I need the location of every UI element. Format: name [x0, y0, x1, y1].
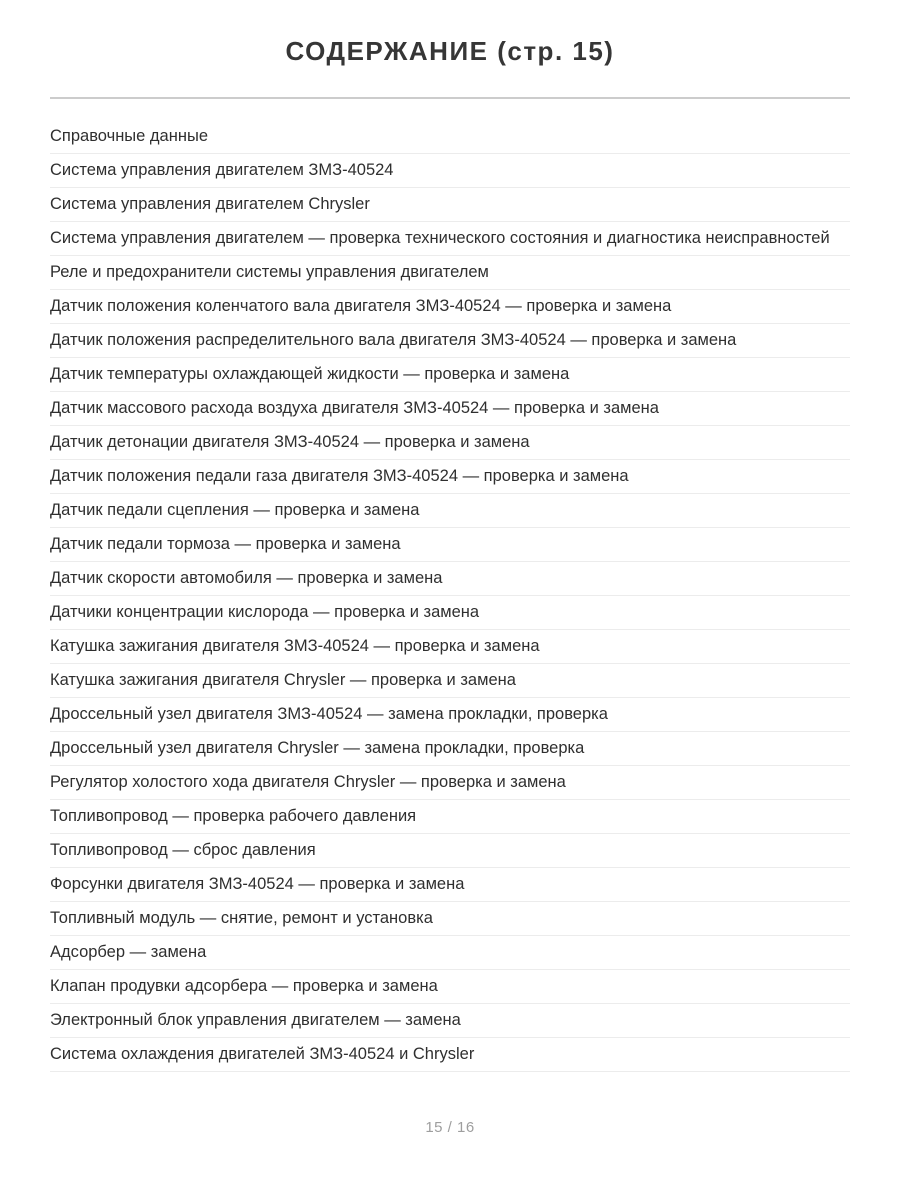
toc-item: Датчик положения педали газа двигателя ЗМЗ-40524 — проверка и замена — [50, 460, 850, 494]
toc-item: Адсорбер — замена — [50, 936, 850, 970]
toc-item: Электронный блок управления двигателем — замена — [50, 1004, 850, 1038]
toc-item: Датчик массового расхода воздуха двигателя ЗМЗ-40524 — проверка и замена — [50, 392, 850, 426]
toc-item: Форсунки двигателя ЗМЗ-40524 — проверка и замена — [50, 868, 850, 902]
toc-item: Датчик положения распределительного вала двигателя ЗМЗ-40524 — проверка и замена — [50, 324, 850, 358]
page-title: СОДЕРЖАНИЕ (стр. 15) — [285, 36, 615, 66]
toc-item: Справочные данные — [50, 120, 850, 154]
toc-item: Реле и предохранители системы управления двигателем — [50, 256, 850, 290]
toc-item: Система охлаждения двигателей ЗМЗ-40524 и Chrysler — [50, 1038, 850, 1072]
toc-item: Датчик температуры охлаждающей жидкости — проверка и замена — [50, 358, 850, 392]
toc-item: Система управления двигателем Chrysler — [50, 188, 850, 222]
toc-list — [50, 120, 850, 1072]
toc-item: Датчик педали сцепления — проверка и замена — [50, 494, 850, 528]
toc-item: Регулятор холостого хода двигателя Chrysler — проверка и замена — [50, 766, 850, 800]
toc-item: Топливный модуль — снятие, ремонт и установка — [50, 902, 850, 936]
toc-item: Система управления двигателем ЗМЗ-40524 — [50, 154, 850, 188]
toc-item: Дроссельный узел двигателя ЗМЗ-40524 — замена прокладки, проверка — [50, 698, 850, 732]
toc-item: Катушка зажигания двигателя ЗМЗ-40524 — проверка и замена — [50, 630, 850, 664]
toc-item: Система управления двигателем — проверка технического состояния и диагностика неисправностей — [50, 222, 850, 256]
title-divider — [50, 97, 850, 99]
toc-item: Датчики концентрации кислорода — проверка и замена — [50, 596, 850, 630]
toc-item: Датчик детонации двигателя ЗМЗ-40524 — проверка и замена — [50, 426, 850, 460]
toc-item: Дроссельный узел двигателя Chrysler — замена прокладки, проверка — [50, 732, 850, 766]
toc-item: Клапан продувки адсорбера — проверка и замена — [50, 970, 850, 1004]
toc-item: Датчик педали тормоза — проверка и замена — [50, 528, 850, 562]
toc-item: Катушка зажигания двигателя Chrysler — проверка и замена — [50, 664, 850, 698]
toc-item: Топливопровод — проверка рабочего давления — [50, 800, 850, 834]
page-number-indicator: 15 / 16 — [425, 1119, 475, 1136]
toc-item: Датчик положения коленчатого вала двигателя ЗМЗ-40524 — проверка и замена — [50, 290, 850, 324]
toc-item: Топливопровод — сброс давления — [50, 834, 850, 868]
toc-item: Датчик скорости автомобиля — проверка и замена — [50, 562, 850, 596]
